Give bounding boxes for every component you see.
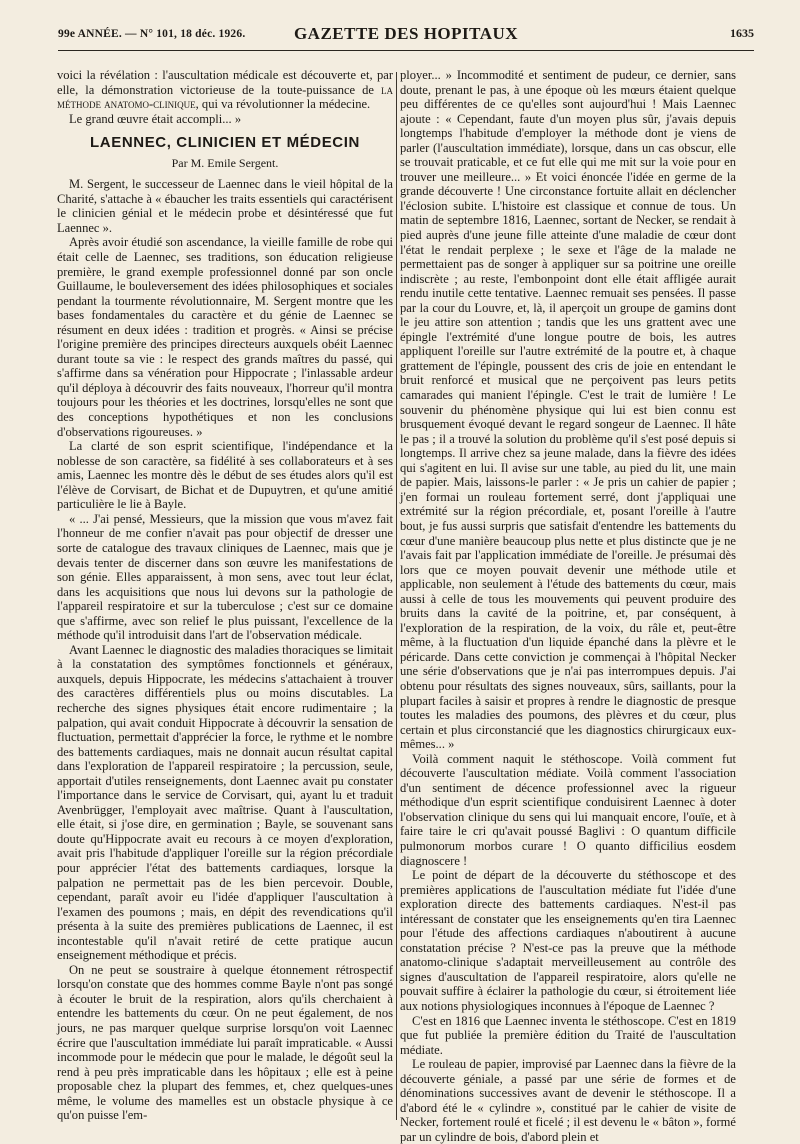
- paragraph: On ne peut se soustraire à quelque étonnement rétrospectif lorsqu'on constate que des hommes comme Bayle n'ont pas songé à écouter le bruit de la respiration, alors qu'ils cherchaient à entendre les battements du cœur. On ne peut également, de nos jours, ne pas marquer quelque surprise lorsqu'on voit Laennec écrire que l'auscultation immédiate lui paraît impraticable. « Aussi incommode pour le médecin que pour le malade, le dégoût seul la rend à peu près impraticable dans les hôpitaux ; elle est à peine proposable chez la plupart des femmes, et, chez quelques-unes même, le volume des mamelles est un obstacle physique à ce qu'on puisse l'em-: [57, 962, 393, 1123]
- paragraph: ployer... » Incommodité et sentiment de pudeur, ce dernier, sans doute, prenant le pas, à une époque où les mœurs étaient quelque peu différentes de ce qu'elles sont aujourd'hui ! Mais Laennec ajoute : « Cependant, faute d'un moyen plus sûr, j'avais depuis longtemps l'habitude d'employer la méthode dont je viens de parler (l'auscultation immédiate), lorsque, dans un cas obscur, elle se trouvait praticable, et ce fut elle qui me mit sur la voie pour en trouver une meilleure... » Et voici énoncée l'idée en germe de la grande découverte ! Une circonstance fortuite allait en déclencher l'éclosion subite. L'histoire est classique et connue de tous. Un matin de septembre 1816, Laennec, sortant de Necker, se rendait à pied auprès d'une jeune fille atteinte d'une maladie de cœur dont l'état le rendait perplexe ; le sexe et l'âge de la malade ne permettaient pas de songer à appliquer sur sa poitrine une oreille indiscrète ; au reste, l'embonpoint dont elle était affligée aurait rendu inutile cette tentative. Laennec remuait ses pensées. Il passe par la cour du Louvre, et, là, il aperçoit un groupe de gamins dont le jeu attire son attention ; tandis que les uns grattent avec une épingle l'extrémité d'une longue poutre de bois, les autres appliquent l'oreille sur l'autre extrémité de la poutre et, à chaque grattement de l'épingle, poussent des cris de joie en entendant le bruit renforcé et musical que ne perçoivent pas leurs petits camarades qui manient l'épingle. C'est le trait de lumière ! Le souvenir du phénomène physique qui lui est bien connu est brusquement évoqué devant le regard songeur de Laennec. Il hâte le pas ; il a trouvé la solution du problème qu'il s'est posé depuis si longtemps. Il arrive chez sa jeune malade, dans la fièvre des idées qui s'agitent en lui. Il avise sur une table, au pied du lit, une main de papier. Mais, laissons-le parler : « Je pris un cahier de papier ; j'en formai un rouleau fortement serré, dont j'appliquai une extrémité sur la région précordiale, et, posant l'oreille à l'autre bout, je fus aussi surpris que satisfait d'entendre les battements du cœur d'une manière beaucoup plus nette et plus distincte que je ne l'avais fait par l'application immédiate de l'oreille. Je présumai dès lors que ce moyen pouvait devenir une méthode utile et applicable, non seulement à l'étude des battements du cœur, mais aussi à celle de tous les mouvements qui peuvent produire des bruits dans la cavité de la poitrine, et, par conséquent, à l'exploration de la respiration, de la voix, du râle et, peut-être même, à la fluctuation d'un liquide épanché dans la plèvre et le péricarde. Dans cette conviction je commençai à l'hôpital Necker une série d'observations que je n'ai pas interrompues depuis. J'ai obtenu pour résultats des signes nouveaux, sûrs, saillants, pour la plupart faciles à saisir et propres à rendre le diagnostic de presque toutes les maladies des poumons, des plèvres et du cœur, plus certain et plus circonstancié que les diagnostics chirurgicaux eux-mêmes... »: [400, 68, 736, 752]
- page-number: 1635: [730, 26, 754, 40]
- text-fragment: , qui va révolutionner la médecine.: [195, 97, 371, 112]
- article-byline: Par M. Emile Sergent.: [171, 155, 279, 170]
- paragraph: « ... J'ai pensé, Messieurs, que la mission que vous m'avez fait l'honneur de me confier n'avait pas pour objectif de dresser une sorte de catalogue des travaux cliniques de Laennec, mais que je devais tenter de discerner dans son œuvre les manifestations de son génie. Elles apparaissent, à mon sens, avec tout leur éclat, dans les acquisitions que nous lui devons sur la pathologie de l'appareil respiratoire et sur la tuberculose ; c'est sur ce domaine que s'affirme, avec son relief le plus puissant, l'excellence de la méthode qu'il introduisit dans l'art de l'observation médicale.: [57, 511, 393, 643]
- journal-title: GAZETTE DES HOPITAUX: [293, 24, 519, 43]
- right-column: [400, 68, 736, 1144]
- page-header: [58, 22, 754, 51]
- paragraph: Voilà comment naquit le stéthoscope. Voilà comment fut découverte l'auscultation médiate. Voilà comment l'association d'un sentiment de décence professionnel avec la rigueur méthodique d'un esprit scientifique conduisirent Laennec à doter l'observation clinique du sens qui lui manquait encore, l'ouïe, et à faire taire le cri qu'avait poussé Baglivi : O quantum difficile pulmonorum morbos curare ! O quanto difficilius eosdem diagnoscere !: [400, 751, 736, 868]
- method-name: la méthode anatomo-clinique: [57, 82, 393, 112]
- paragraph: Avant Laennec le diagnostic des maladies thoraciques se limitait à la constatation des symptômes fonctionnels et généraux, auxquels, depuis Hippocrate, les médecins s'attachaient à trouver des caractères différentiels plus ou moins discutables. La recherche des signes physiques était encore rudimentaire ; la palpation, qui avait conduit Hippocrate à découvrir la sensation de fluctuation, permettait d'apprécier la force, le rythme et le nombre des battements cardiaques, mais ne donnait aucun résultat capital dans l'exploration de l'appareil respiratoire ; la percussion, seule, apportait d'utiles renseignements, dont Laennec avait pu constater l'importance dans le service de Corvisart, qui, ayant lu et traduit Avenbrügger, l'employait avec maîtrise. Quant à l'auscultation, elle était, si j'ose dire, en germination ; Bayle, se souvenant sans doute qu'Hippocrate avait eu recours à ce moyen d'exploration, avait pris l'habitude d'appliquer l'oreille sur la région précordiale pour apprécier l'état des battements cardiaques, lorsque la palpation ne permettait pas de les bien percevoir. Double, cependant, paraît avoir eu l'idée d'appliquer l'auscultation à l'examen des poumons ; mais, en dépit des revendications qu'il présenta à la suite des premières publications de Laennec, il est incontestable qu'il n'avait retiré de cette pratique aucun enseignement méthodique et précis.: [57, 642, 393, 963]
- paragraph: C'est en 1816 que Laennec inventa le stéthoscope. C'est en 1819 que fut publiée la première édition du Traité de l'auscultation médiate.: [400, 1013, 736, 1057]
- paragraph: Le rouleau de papier, improvisé par Laennec dans la fièvre de la découverte géniale, a passé par une série de formes et de dénominations successives avant de devenir le stéthoscope. Il a d'abord été le « cylindre », constitué par le cahier de visite de Necker, fortement roulé et ficelé ; il est devenu le « bâton », formé par un cylindre de bois, d'abord plein et: [400, 1057, 736, 1144]
- paragraph: La clarté de son esprit scientifique, l'indépendance et la noblesse de son caractère, sa fidélité à ses collaborateurs et à ses amis, Laennec les montre dès le début de ses études alors qu'il est l'élève de Corvisart, de Bichat et de Dupuytren, et qu'une amitié particulière le lie à Bayle.: [57, 439, 393, 512]
- issue-info: 99e ANNÉE. — N° 101, 18 déc. 1926.: [58, 28, 246, 40]
- paragraph: Le point de départ de la découverte du stéthoscope et des premières applications de l'auscultation médiate fut l'idée d'une exploration directe des battements cardiaques. N'est-il pas intéressant de constater que les enseignements qu'en tira Laennec pour l'étude des affections cardiaques n'aboutirent à aucune constatation précise ? N'est-ce pas la preuve que la méthode anatomo-clinique s'adaptait merveilleusement au contrôle des signes d'auscultation de l'appareil respiratoire, alors qu'elle ne pouvait suffire à éclairer la pathologie du cœur, si étroitement liée aux notions physiologiques inconnues à l'époque de Laennec ?: [400, 868, 736, 1013]
- paragraph: [57, 68, 393, 112]
- paragraph: Le grand œuvre était accompli... »: [69, 111, 242, 126]
- left-column: [57, 68, 393, 1123]
- paragraph: M. Sergent, le successeur de Laennec dans le vieil hôpital de la Charité, s'attache à « ébaucher les traits essentiels qui caractérisent le clinicien génial et le médecin probe et désintéressé que fut Laennec ».: [57, 177, 393, 235]
- text-fragment: voici la révélation : l'auscultation médicale est découverte et, par elle, la démonstration victorieuse de la toute-puissance de: [57, 68, 393, 97]
- paragraph: Après avoir étudié son ascendance, la vieille famille de robe qui était celle de Laennec, ses traditions, son éducation religieuse première, le grand exemple professionnel donné par son oncle Guillaume, le bouleversement des idées philosophiques et sociales pendant la tourmente révolutionnaire, M. Sergent montre que les bases fondamentales du caractère et du génie de Laennec se résument en deux idées : tradition et progrès. « Ainsi se précise l'origine première des principes directeurs auxquels obéit Laennec durant toute sa vie : le respect des grands maîtres du passé, qui s'affirme dans sa vénération pour Hippocrate ; l'inlassable ardeur qu'il déploya à découvrir des faits nouveaux, l'horreur qu'il montra toujours pour les théories et les doctrines, lorsqu'elles ne sont que des conceptions hypothétiques et non les conclusions d'observations rigoureuses. »: [57, 235, 393, 439]
- column-divider: [396, 72, 397, 1120]
- article-title: LAENNEC, CLINICIEN ET MÉDECIN: [90, 134, 360, 152]
